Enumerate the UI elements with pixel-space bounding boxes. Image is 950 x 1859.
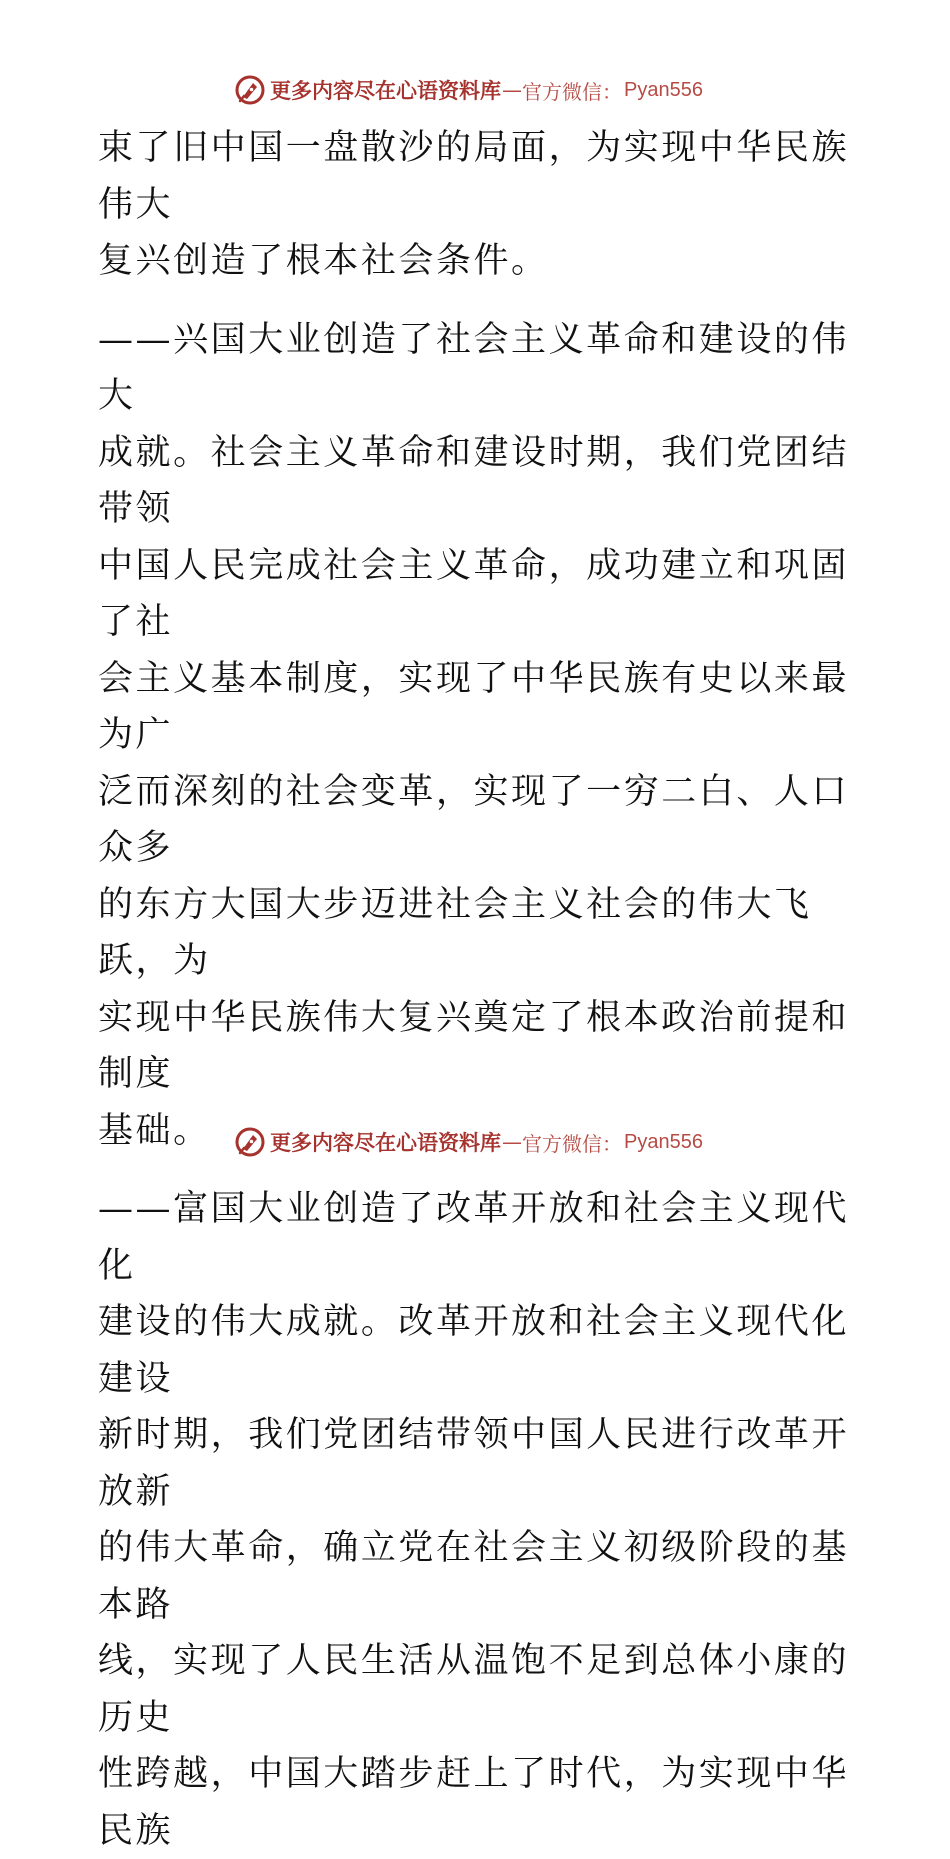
watermark-wechat-account: Pyan556 xyxy=(624,78,703,101)
watermark-wechat-account: Pyan556 xyxy=(624,1130,703,1153)
pen-nib-circle-icon xyxy=(234,74,266,106)
text-line: 新时期，我们党团结带领中国人民进行改革开放新 xyxy=(98,1415,850,1512)
watermark-dash: — xyxy=(502,1130,522,1154)
text-line: 基础。 xyxy=(98,1110,211,1151)
text-line: 束了旧中国一盘散沙的局面，为实现中华民族伟大 xyxy=(98,128,850,225)
watermark-wechat-label: 官方微信： xyxy=(522,1131,622,1156)
text-line: 的伟大革命，确立党在社会主义初级阶段的基本路 xyxy=(98,1528,850,1625)
watermark-dash: — xyxy=(502,78,522,102)
text-line: 的东方大国大步迈进社会主义社会的伟大飞跃，为 xyxy=(98,884,812,981)
paragraph-1 xyxy=(98,120,858,290)
text-line: 性跨越，中国大踏步赶上了时代，为实现中华民族 xyxy=(98,1754,850,1851)
text-line: 泛而深刻的社会变革，实现了一穷二白、人口众多 xyxy=(98,771,850,868)
text-line: 实现中华民族伟大复兴奠定了根本政治前提和制度 xyxy=(98,997,850,1094)
footer-watermark xyxy=(234,1125,703,1159)
watermark-main-text: 更多内容尽在心语资料库 xyxy=(270,1130,501,1155)
text-line: ——富国大业创造了改革开放和社会主义现代化 xyxy=(98,1189,850,1286)
text-line: 会主义基本制度，实现了中华民族有史以来最为广 xyxy=(98,658,850,755)
header-watermark xyxy=(234,73,703,107)
text-line: 复兴创造了根本社会条件。 xyxy=(98,241,549,281)
paragraph-2 xyxy=(98,312,858,1160)
text-line: 成就。社会主义革命和建设时期，我们党团结带领 xyxy=(98,432,850,529)
text-line: 建设的伟大成就。改革开放和社会主义现代化建设 xyxy=(98,1302,850,1399)
text-line: ——兴国大业创造了社会主义革命和建设的伟大 xyxy=(98,319,850,416)
text-line: 中国人民完成社会主义革命，成功建立和巩固了社 xyxy=(98,545,850,642)
paragraph-3 xyxy=(98,1181,858,1859)
text-line: 线，实现了人民生活从温饱不足到总体小康的历史 xyxy=(98,1641,850,1738)
watermark-main-text: 更多内容尽在心语资料库 xyxy=(270,78,501,103)
pen-nib-circle-icon xyxy=(234,1126,266,1158)
watermark-wechat-label: 官方微信： xyxy=(522,79,622,104)
